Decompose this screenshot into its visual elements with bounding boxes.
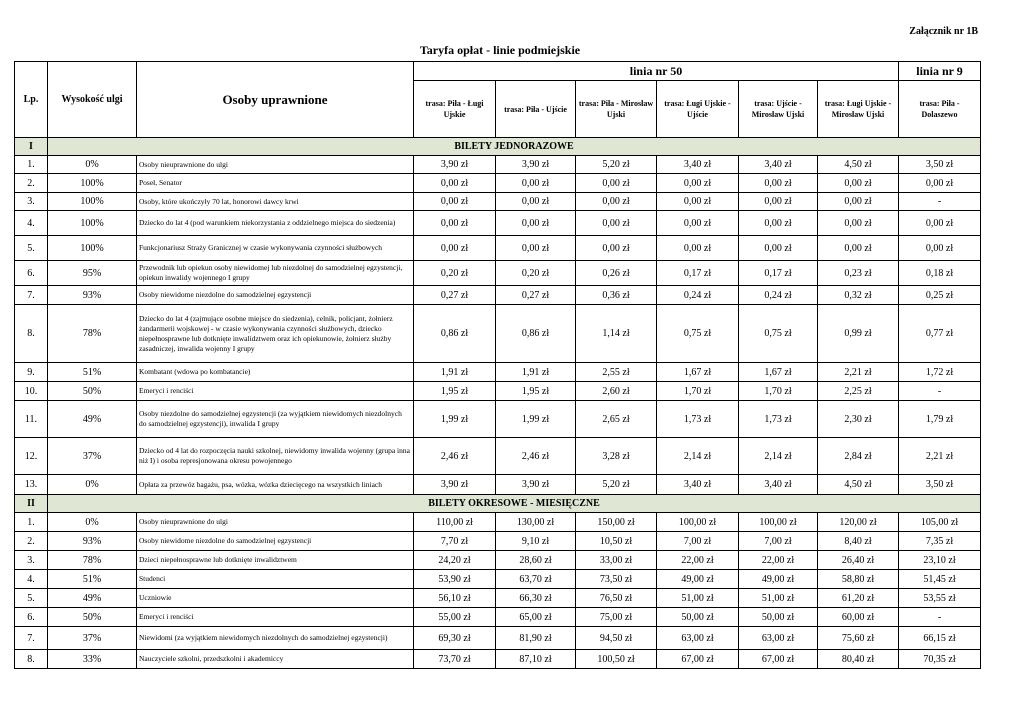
persons-cell: Nauczyciele szkolni, przedszkolni i akademiccy xyxy=(137,650,414,669)
price-cell: 0,17 zł xyxy=(739,261,818,286)
discount-cell: 100% xyxy=(48,211,137,236)
discount-cell: 51% xyxy=(48,363,137,382)
price-cell: - xyxy=(899,193,981,211)
price-cell: 2,30 zł xyxy=(818,401,899,438)
discount-cell: 93% xyxy=(48,532,137,551)
row-number: 8. xyxy=(15,305,48,363)
table-row xyxy=(15,236,981,261)
price-cell: 3,90 zł xyxy=(496,475,576,495)
table-row xyxy=(15,401,981,438)
price-cell: 51,00 zł xyxy=(657,589,739,608)
price-cell: 0,00 zł xyxy=(414,236,496,261)
discount-cell: 78% xyxy=(48,551,137,570)
price-cell: 94,50 zł xyxy=(576,627,657,650)
price-cell: 10,50 zł xyxy=(576,532,657,551)
price-cell: 0,00 zł xyxy=(496,211,576,236)
price-cell: 0,00 zł xyxy=(739,236,818,261)
table-row xyxy=(15,174,981,193)
price-cell: 65,00 zł xyxy=(496,608,576,627)
price-cell: 66,30 zł xyxy=(496,589,576,608)
persons-cell: Uczniowie xyxy=(137,589,414,608)
price-cell: 5,20 zł xyxy=(576,156,657,174)
price-cell: 1,91 zł xyxy=(496,363,576,382)
persons-cell: Studenci xyxy=(137,570,414,589)
price-cell: 0,00 zł xyxy=(576,211,657,236)
persons-cell: Osoby niezdolne do samodzielnej egzystencji (za wyjątkiem niewidomych niezdolnych do samodzielnej egzystencji), inwalida I grupy xyxy=(137,401,414,438)
price-cell: 0,00 zł xyxy=(739,211,818,236)
price-cell: 0,24 zł xyxy=(739,286,818,305)
persons-cell: Osoby niewidome niezdolne do samodzielnej egzystencji xyxy=(137,286,414,305)
price-cell: 22,00 zł xyxy=(657,551,739,570)
document-title: Taryfa opłat - linie podmiejskie xyxy=(419,43,581,57)
section-header-row xyxy=(15,138,981,156)
discount-cell: 49% xyxy=(48,401,137,438)
table-row xyxy=(15,608,981,627)
price-cell: 0,00 zł xyxy=(818,193,899,211)
price-cell: 3,40 zł xyxy=(657,156,739,174)
price-cell: 0,86 zł xyxy=(414,305,496,363)
price-cell: 28,60 zł xyxy=(496,551,576,570)
price-cell: 120,00 zł xyxy=(818,513,899,532)
persons-cell: Niewidomi (za wyjątkiem niewidomych niezdolnych do samodzielnej egzystencji) xyxy=(137,627,414,650)
price-cell: 1,67 zł xyxy=(739,363,818,382)
price-cell: 50,00 zł xyxy=(739,608,818,627)
header-route: trasa: Ujście - Mirosław Ujski xyxy=(739,81,818,138)
price-cell: 1,67 zł xyxy=(657,363,739,382)
persons-cell: Osoby niewidome niezdolne do samodzielnej egzystencji xyxy=(137,532,414,551)
price-cell: 0,00 zł xyxy=(657,174,739,193)
price-cell: 1,79 zł xyxy=(899,401,981,438)
price-cell: 1,73 zł xyxy=(739,401,818,438)
price-cell: 53,90 zł xyxy=(414,570,496,589)
price-cell: 1,70 zł xyxy=(657,382,739,401)
persons-cell: Dziecko do lat 4 (pod warunkiem niekorzystania z oddzielnego miejsca do siedzenia) xyxy=(137,211,414,236)
price-cell: 0,77 zł xyxy=(899,305,981,363)
table-row xyxy=(15,156,981,174)
header-lp: Lp. xyxy=(15,62,48,138)
price-cell: 100,00 zł xyxy=(657,513,739,532)
price-cell: 0,00 zł xyxy=(899,236,981,261)
row-number: 8. xyxy=(15,650,48,669)
price-cell: 0,32 zł xyxy=(818,286,899,305)
price-cell: 130,00 zł xyxy=(496,513,576,532)
price-cell: 1,99 zł xyxy=(496,401,576,438)
price-cell: 5,20 zł xyxy=(576,475,657,495)
price-cell: 0,00 zł xyxy=(899,211,981,236)
row-number: 1. xyxy=(15,513,48,532)
price-cell: 50,00 zł xyxy=(657,608,739,627)
price-cell: 0,00 zł xyxy=(739,193,818,211)
price-cell: 73,50 zł xyxy=(576,570,657,589)
table-row xyxy=(15,438,981,475)
tariff-table xyxy=(14,61,981,669)
discount-cell: 93% xyxy=(48,286,137,305)
persons-cell: Funkcjonariusz Straży Granicznej w czasie wykonywania czynności służbowych xyxy=(137,236,414,261)
price-cell: 49,00 zł xyxy=(657,570,739,589)
row-number: 5. xyxy=(15,236,48,261)
price-cell: 26,40 zł xyxy=(818,551,899,570)
discount-cell: 49% xyxy=(48,589,137,608)
header-route: trasa: Piła - Dolaszewo xyxy=(899,81,981,138)
price-cell: 33,00 zł xyxy=(576,551,657,570)
price-cell: 2,46 zł xyxy=(496,438,576,475)
header-persons: Osoby uprawnione xyxy=(137,62,414,138)
price-cell: 67,00 zł xyxy=(657,650,739,669)
price-cell: 23,10 zł xyxy=(899,551,981,570)
row-number: 10. xyxy=(15,382,48,401)
row-number: 7. xyxy=(15,286,48,305)
price-cell: 0,75 zł xyxy=(739,305,818,363)
price-cell: 1,73 zł xyxy=(657,401,739,438)
price-cell: 150,00 zł xyxy=(576,513,657,532)
price-cell: 76,50 zł xyxy=(576,589,657,608)
header-discount: Wysokość ulgi xyxy=(48,62,137,138)
price-cell: 4,50 zł xyxy=(818,475,899,495)
table-row xyxy=(15,589,981,608)
row-number: 5. xyxy=(15,589,48,608)
table-row xyxy=(15,475,981,495)
price-cell: 24,20 zł xyxy=(414,551,496,570)
price-cell: 2,21 zł xyxy=(899,438,981,475)
price-cell: 0,00 zł xyxy=(818,174,899,193)
discount-cell: 0% xyxy=(48,475,137,495)
price-cell: 0,00 zł xyxy=(818,236,899,261)
price-cell: 2,46 zł xyxy=(414,438,496,475)
price-cell: 0,00 zł xyxy=(496,193,576,211)
price-cell: - xyxy=(899,608,981,627)
table-row xyxy=(15,211,981,236)
price-cell: 0,00 zł xyxy=(818,211,899,236)
price-cell: 3,50 zł xyxy=(899,475,981,495)
price-cell: 0,24 zł xyxy=(657,286,739,305)
section-title: BILETY OKRESOWE - MIESIĘCZNE xyxy=(48,495,981,513)
persons-cell: Poseł, Senator xyxy=(137,174,414,193)
price-cell: 100,50 zł xyxy=(576,650,657,669)
discount-cell: 100% xyxy=(48,236,137,261)
discount-cell: 33% xyxy=(48,650,137,669)
section-title: BILETY JEDNORAZOWE xyxy=(48,138,981,156)
header-route: trasa: Ługi Ujskie - Ujście xyxy=(657,81,739,138)
price-cell: 0,86 zł xyxy=(496,305,576,363)
table-row xyxy=(15,261,981,286)
price-cell: 0,20 zł xyxy=(496,261,576,286)
price-cell: 8,40 zł xyxy=(818,532,899,551)
attachment-label: Załącznik nr 1B xyxy=(909,26,978,37)
price-cell: 1,91 zł xyxy=(414,363,496,382)
price-cell: 75,60 zł xyxy=(818,627,899,650)
price-cell: 0,00 zł xyxy=(576,193,657,211)
price-cell: 3,50 zł xyxy=(899,156,981,174)
table-row xyxy=(15,570,981,589)
header-line-9: linia nr 9 xyxy=(899,62,981,81)
price-cell: 0,00 zł xyxy=(657,236,739,261)
row-number: 6. xyxy=(15,261,48,286)
price-cell: 0,27 zł xyxy=(496,286,576,305)
header-route: trasa: Piła - Ługi Ujskie xyxy=(414,81,496,138)
price-cell: 0,75 zł xyxy=(657,305,739,363)
price-cell: 49,00 zł xyxy=(739,570,818,589)
header-route: trasa: Piła - Mirosław Ujski xyxy=(576,81,657,138)
price-cell: 66,15 zł xyxy=(899,627,981,650)
price-cell: 70,35 zł xyxy=(899,650,981,669)
price-cell: 0,00 zł xyxy=(414,174,496,193)
price-cell: 3,90 zł xyxy=(496,156,576,174)
table-row xyxy=(15,627,981,650)
price-cell: 0,26 zł xyxy=(576,261,657,286)
price-cell: 0,00 zł xyxy=(414,211,496,236)
persons-cell: Emeryci i renciści xyxy=(137,382,414,401)
price-cell: 87,10 zł xyxy=(496,650,576,669)
price-cell: 0,00 zł xyxy=(657,211,739,236)
price-cell: 0,27 zł xyxy=(414,286,496,305)
price-cell: 0,17 zł xyxy=(657,261,739,286)
section-number: II xyxy=(15,495,48,513)
row-number: 1. xyxy=(15,156,48,174)
row-number: 9. xyxy=(15,363,48,382)
price-cell: 22,00 zł xyxy=(739,551,818,570)
row-number: 4. xyxy=(15,211,48,236)
discount-cell: 50% xyxy=(48,382,137,401)
price-cell: 63,00 zł xyxy=(739,627,818,650)
price-cell: 1,70 zł xyxy=(739,382,818,401)
price-cell: 0,00 zł xyxy=(496,236,576,261)
persons-cell: Emeryci i renciści xyxy=(137,608,414,627)
discount-cell: 51% xyxy=(48,570,137,589)
price-cell: 7,35 zł xyxy=(899,532,981,551)
price-cell: 2,84 zł xyxy=(818,438,899,475)
price-cell: 0,18 zł xyxy=(899,261,981,286)
price-cell: 3,90 zł xyxy=(414,156,496,174)
price-cell: 55,00 zł xyxy=(414,608,496,627)
price-cell: 3,40 zł xyxy=(739,156,818,174)
price-cell: 3,28 zł xyxy=(576,438,657,475)
row-number: 4. xyxy=(15,570,48,589)
price-cell: 4,50 zł xyxy=(818,156,899,174)
discount-cell: 50% xyxy=(48,608,137,627)
price-cell: 7,70 zł xyxy=(414,532,496,551)
table-row xyxy=(15,650,981,669)
discount-cell: 100% xyxy=(48,174,137,193)
table-row xyxy=(15,513,981,532)
price-cell: 56,10 zł xyxy=(414,589,496,608)
persons-cell: Przewodnik lub opiekun osoby niewidomej lub niezdolnej do samodzielnej egzystencji, opiekun inwalidy wojennego I grupy xyxy=(137,261,414,286)
row-number: 2. xyxy=(15,532,48,551)
price-cell: 51,45 zł xyxy=(899,570,981,589)
price-cell: 3,90 zł xyxy=(414,475,496,495)
price-cell: 53,55 zł xyxy=(899,589,981,608)
price-cell: 58,80 zł xyxy=(818,570,899,589)
price-cell: 100,00 zł xyxy=(739,513,818,532)
row-number: 12. xyxy=(15,438,48,475)
tariff-body xyxy=(15,138,981,669)
table-row xyxy=(15,286,981,305)
price-cell: 2,21 zł xyxy=(818,363,899,382)
price-cell: 69,30 zł xyxy=(414,627,496,650)
discount-cell: 37% xyxy=(48,627,137,650)
price-cell: 73,70 zł xyxy=(414,650,496,669)
price-cell: 61,20 zł xyxy=(818,589,899,608)
row-number: 11. xyxy=(15,401,48,438)
price-cell: 0,00 zł xyxy=(739,174,818,193)
persons-cell: Osoby nieuprawnione do ulgi xyxy=(137,156,414,174)
table-row xyxy=(15,382,981,401)
price-cell: 60,00 zł xyxy=(818,608,899,627)
price-cell: 2,60 zł xyxy=(576,382,657,401)
persons-cell: Dzieci niepełnosprawne lub dotknięte inwalidztwem xyxy=(137,551,414,570)
persons-cell: Kombatant (wdowa po kombatancie) xyxy=(137,363,414,382)
price-cell: 2,25 zł xyxy=(818,382,899,401)
price-cell: 0,25 zł xyxy=(899,286,981,305)
price-cell: 0,99 zł xyxy=(818,305,899,363)
price-cell: 1,95 zł xyxy=(496,382,576,401)
price-cell: 3,40 zł xyxy=(739,475,818,495)
price-cell: 2,14 zł xyxy=(657,438,739,475)
price-cell: 1,14 zł xyxy=(576,305,657,363)
price-cell: 0,00 zł xyxy=(496,174,576,193)
header-route: trasa: Ługi Ujskie - Mirosław Ujski xyxy=(818,81,899,138)
price-cell: 0,00 zł xyxy=(576,236,657,261)
price-cell: 2,55 zł xyxy=(576,363,657,382)
price-cell: 63,00 zł xyxy=(657,627,739,650)
price-cell: 1,99 zł xyxy=(414,401,496,438)
price-cell: 7,00 zł xyxy=(739,532,818,551)
persons-cell: Dziecko do lat 4 (zajmujące osobne miejsce do siedzenia), celnik, policjant, żołnierz żandarmerii wojskowej - w czasie wykonywania czynności służbowych, dziecko niepełnosprawne lub dotknięte inwalidztwem oraz ich opiekunowie, żołnierz służby zasadniczej, inwalida wojenny I grupy xyxy=(137,305,414,363)
table-row xyxy=(15,363,981,382)
persons-cell: Osoby nieuprawnione do ulgi xyxy=(137,513,414,532)
table-row xyxy=(15,305,981,363)
discount-cell: 78% xyxy=(48,305,137,363)
price-cell: 0,00 zł xyxy=(414,193,496,211)
price-cell: 2,14 zł xyxy=(739,438,818,475)
price-cell: 75,00 zł xyxy=(576,608,657,627)
discount-cell: 37% xyxy=(48,438,137,475)
price-cell: 81,90 zł xyxy=(496,627,576,650)
table-row xyxy=(15,532,981,551)
price-cell: 0,23 zł xyxy=(818,261,899,286)
price-cell: 1,72 zł xyxy=(899,363,981,382)
price-cell: 0,00 zł xyxy=(576,174,657,193)
header-route: trasa: Piła - Ujście xyxy=(496,81,576,138)
discount-cell: 0% xyxy=(48,513,137,532)
row-number: 6. xyxy=(15,608,48,627)
price-cell: 110,00 zł xyxy=(414,513,496,532)
price-cell: - xyxy=(899,382,981,401)
price-cell: 0,20 zł xyxy=(414,261,496,286)
price-cell: 0,00 zł xyxy=(657,193,739,211)
price-cell: 51,00 zł xyxy=(739,589,818,608)
table-row xyxy=(15,551,981,570)
price-cell: 2,65 zł xyxy=(576,401,657,438)
table-row xyxy=(15,193,981,211)
persons-cell: Osoby, które ukończyły 70 lat, honorowi dawcy krwi xyxy=(137,193,414,211)
discount-cell: 95% xyxy=(48,261,137,286)
row-number: 7. xyxy=(15,627,48,650)
row-number: 3. xyxy=(15,193,48,211)
row-number: 13. xyxy=(15,475,48,495)
section-header-row xyxy=(15,495,981,513)
price-cell: 67,00 zł xyxy=(739,650,818,669)
price-cell: 9,10 zł xyxy=(496,532,576,551)
price-cell: 1,95 zł xyxy=(414,382,496,401)
persons-cell: Dziecko od 4 lat do rozpoczęcia nauki szkolnej, niewidomy inwalida wojenny (grupa inna niż I) i osoba represjonowana okresu powojennego xyxy=(137,438,414,475)
price-cell: 105,00 zł xyxy=(899,513,981,532)
row-number: 3. xyxy=(15,551,48,570)
price-cell: 3,40 zł xyxy=(657,475,739,495)
price-cell: 0,36 zł xyxy=(576,286,657,305)
header-line-50: linia nr 50 xyxy=(414,62,899,81)
price-cell: 63,70 zł xyxy=(496,570,576,589)
price-cell: 7,00 zł xyxy=(657,532,739,551)
price-cell: 80,40 zł xyxy=(818,650,899,669)
price-cell: 0,00 zł xyxy=(899,174,981,193)
persons-cell: Opłata za przewóz bagażu, psa, wózka, wózka dziecięcego na wszystkich liniach xyxy=(137,475,414,495)
discount-cell: 0% xyxy=(48,156,137,174)
row-number: 2. xyxy=(15,174,48,193)
discount-cell: 100% xyxy=(48,193,137,211)
section-number: I xyxy=(15,138,48,156)
